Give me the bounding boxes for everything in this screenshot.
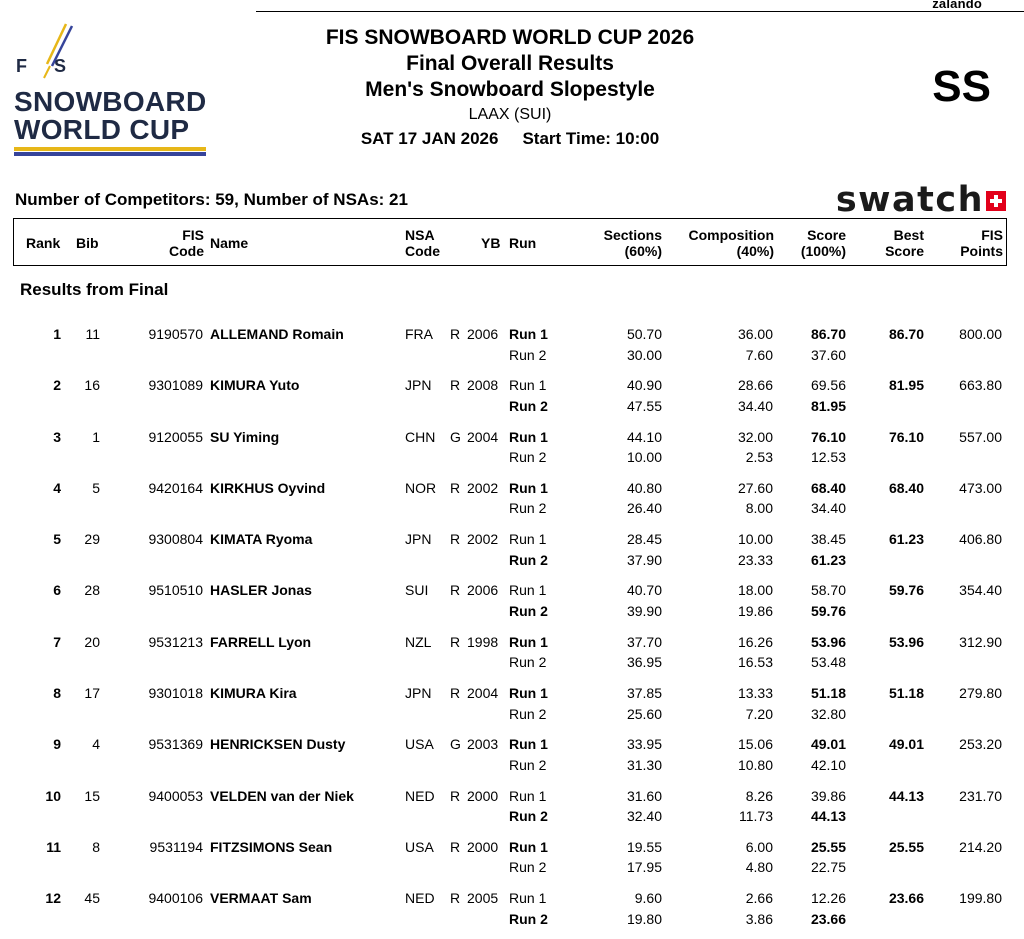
composition-score: 23.33 [737,551,773,568]
fis-points: 312.90 [959,633,1002,650]
stance: R [450,838,461,855]
best-score: 68.40 [888,479,924,496]
athlete-name: KIMATA Ryoma [210,531,313,548]
bib: 29 [84,531,100,548]
date-time-line [260,127,760,151]
athlete-name: VERMAAT Sam [210,890,312,907]
run-label: Run 1 [509,736,548,753]
logo-line-snowboard: SNOWBOARD [14,86,207,117]
sections-score: 32.40 [626,808,662,825]
fis-points: 354.40 [959,582,1002,599]
run-label: Run 2 [509,756,547,773]
athlete-name: HASLER Jonas [210,582,312,599]
stance: R [450,890,461,907]
fis-code: 9400106 [148,890,203,907]
sections-score: 28.45 [626,531,662,548]
year-of-birth: 2002 [467,531,499,548]
sections-score: 50.70 [626,326,662,342]
fis-code: 9120055 [148,428,203,445]
run-score: 53.96 [810,633,846,650]
table-row [0,887,1024,938]
sections-score: 17.95 [626,859,662,876]
logo-line-world-cup: WORLD CUP [14,114,190,145]
composition-score: 8.00 [745,500,773,517]
stance: R [450,787,461,804]
table-row [0,426,1024,477]
header-titles [260,25,760,151]
composition-score: 4.80 [745,859,773,876]
fis-points: 663.80 [959,377,1002,394]
run-score: 12.53 [810,449,846,466]
col-score-line1: Score [807,227,846,243]
best-score: 86.70 [888,326,924,342]
logo-bar-blue [14,152,206,156]
run-score: 25.55 [810,838,846,855]
composition-score: 7.60 [745,346,773,363]
logo-bar-yellow [14,147,206,151]
sections-score: 9.60 [634,890,662,907]
rank: 11 [46,838,61,855]
run-score: 39.86 [810,787,846,804]
rank: 6 [53,582,61,599]
nsa-code: JPN [405,377,432,394]
athlete-name: ALLEMAND Romain [210,326,344,342]
table-row [0,836,1024,887]
athlete-name: FARRELL Lyon [210,633,312,650]
fis-code: 9301018 [148,685,203,702]
fis-points: 800.00 [959,326,1002,342]
svg-text:F: F [16,56,27,76]
run-label: Run 2 [509,808,548,825]
sections-score: 36.95 [626,654,662,671]
composition-score: 36.00 [737,326,773,342]
composition-score: 18.00 [737,582,773,599]
col-nsa-code [405,227,440,259]
run-label: Run 2 [509,551,548,568]
composition-score: 7.20 [745,705,773,722]
run-score: 51.18 [810,685,846,702]
run-score: 23.66 [810,910,846,927]
best-score: 51.18 [888,685,924,702]
sections-score: 25.60 [626,705,662,722]
best-score: 61.23 [888,531,924,548]
composition-score: 19.86 [737,602,773,619]
table-row [0,785,1024,836]
year-of-birth: 2006 [467,582,499,599]
table-row [0,682,1024,733]
run-score: 69.56 [810,377,846,394]
sections-score: 44.10 [626,428,662,445]
athlete-name: FITZSIMONS Sean [210,838,333,855]
stance: R [450,531,461,548]
table-row [0,579,1024,630]
rank: 5 [53,531,61,548]
sections-score: 19.80 [626,910,662,927]
col-run: Run [509,235,537,251]
rank: 12 [45,890,61,907]
stance: G [450,428,461,445]
rank: 2 [53,377,61,394]
run-score: 58.70 [810,582,846,599]
best-score: 25.55 [888,838,924,855]
composition-score: 10.80 [737,756,773,773]
run-score: 37.60 [810,346,846,363]
bib: 20 [84,633,100,650]
start-time: Start Time: 10:00 [522,129,660,148]
sections-score: 31.60 [626,787,662,804]
fis-code: 9300804 [148,531,203,548]
athlete-name: HENRICKSEN Dusty [210,736,346,753]
composition-score: 2.66 [745,890,773,907]
athlete-name: KIMURA Yuto [210,377,300,394]
results-table [0,323,1024,939]
run-label: Run 2 [509,859,547,876]
best-score: 49.01 [888,736,924,753]
year-of-birth: 2008 [467,377,499,394]
composition-score: 2.53 [745,449,773,466]
sections-score: 37.70 [626,633,662,650]
nsa-code: SUI [405,582,429,599]
run-score: 42.10 [810,756,846,773]
run-score: 49.01 [810,736,846,753]
composition-score: 15.06 [737,736,773,753]
rank: 1 [53,326,61,342]
sections-score: 47.55 [626,397,662,414]
table-row [0,528,1024,579]
run-label: Run 2 [509,602,548,619]
nsa-code: USA [405,736,434,753]
swatch-logo [836,180,1006,220]
sections-score: 26.40 [626,500,662,517]
swiss-flag-icon [986,191,1006,211]
composition-score: 16.26 [737,633,773,650]
run-label: Run 1 [509,633,548,650]
athlete-name: KIMURA Kira [210,685,297,702]
composition-score: 34.40 [737,397,773,414]
sections-score: 40.80 [626,479,662,496]
sections-score: 31.30 [626,756,662,773]
fis-points: 231.70 [959,787,1002,804]
fis-code: 9301089 [148,377,203,394]
col-name: Name [210,235,249,251]
nsa-code: NED [405,787,435,804]
sections-score: 19.55 [626,838,662,855]
run-score: 44.13 [810,808,846,825]
composition-score: 32.00 [737,428,773,445]
stance: R [450,326,461,342]
col-score-line2: (100%) [800,243,846,259]
bib: 45 [84,890,100,907]
fis-code: 9420164 [148,479,203,496]
stance: G [450,736,461,753]
fis-points: 199.80 [959,890,1002,907]
year-of-birth: 2003 [467,736,499,753]
year-of-birth: 2006 [467,326,499,342]
rank: 10 [45,787,61,804]
run-score: 34.40 [810,500,846,517]
run-score: 59.76 [810,602,846,619]
sections-score: 33.95 [626,736,662,753]
run-score: 32.80 [810,705,846,722]
run-score: 61.23 [810,551,846,568]
col-sections-line1: Sections [603,227,662,243]
fis-code: 9531369 [148,736,203,753]
fis-points: 253.20 [959,736,1002,753]
composition-score: 16.53 [737,654,773,671]
run-label: Run 1 [509,326,548,342]
best-score: 23.66 [888,890,924,907]
col-points-line1: FIS [981,227,1003,243]
col-nsa-line1: NSA [405,227,435,243]
col-fis-code-line1: FIS [182,227,204,243]
sections-score: 40.90 [626,377,662,394]
athlete-name: SU Yiming [210,428,280,445]
col-nsa-line2: Code [405,243,440,259]
run-label: Run 2 [509,654,547,671]
fis-code: 9400053 [148,787,203,804]
year-of-birth: 2000 [467,787,499,804]
col-best-line1: Best [893,227,924,243]
col-fis-code-line2: Code [169,243,204,259]
bib: 4 [92,736,100,753]
col-fis-points [944,227,1003,259]
fis-points: 214.20 [959,838,1002,855]
column-header [13,218,1007,266]
fis-points: 557.00 [959,428,1002,445]
run-label: Run 2 [509,397,548,414]
page-title: FIS SNOWBOARD WORLD CUP 2026 [325,26,695,49]
nsa-code: JPN [405,531,432,548]
top-rule [256,11,1024,12]
best-score: 81.95 [888,377,924,394]
composition-score: 28.66 [737,377,773,394]
composition-score: 8.26 [745,787,773,804]
bib: 16 [84,377,100,394]
fis-code: 9531194 [149,838,203,855]
sections-score: 39.90 [626,602,662,619]
sections-score: 37.90 [626,551,662,568]
athlete-name: KIRKHUS Oyvind [210,479,326,496]
table-row [0,477,1024,528]
sections-score: 37.85 [626,685,662,702]
run-label: Run 1 [509,787,547,804]
year-of-birth: 2004 [467,428,499,445]
year-of-birth: 1998 [467,633,499,650]
run-score: 22.75 [810,859,846,876]
sections-score: 40.70 [626,582,662,599]
col-fis-code [164,227,204,259]
run-label: Run 1 [509,685,548,702]
col-composition-line2: (40%) [736,243,774,259]
composition-score: 27.60 [737,479,773,496]
run-score: 86.70 [810,326,846,342]
composition-score: 6.00 [745,838,773,855]
fis-snowboard-world-cup-logo [14,20,214,160]
venue: LAAX (SUI) [468,106,552,123]
year-of-birth: 2004 [467,685,499,702]
run-label: Run 1 [509,582,547,599]
nsa-code: NZL [405,633,432,650]
run-label: Run 2 [509,705,547,722]
rank: 4 [53,479,61,496]
nsa-code: FRA [405,326,433,342]
athlete-name: VELDEN van der Niek [210,787,354,804]
rank: 3 [53,428,61,445]
sections-score: 30.00 [626,346,662,363]
year-of-birth: 2002 [467,479,499,496]
nsa-code: CHN [405,428,436,445]
run-score: 53.48 [810,654,846,671]
table-row [0,374,1024,425]
nsa-code: NOR [405,479,437,496]
stance: R [450,582,461,599]
run-label: Run 2 [509,346,547,363]
run-score: 12.26 [810,890,846,907]
fis-code: 9190570 [148,326,203,342]
run-label: Run 1 [509,890,547,907]
sponsor-zalando: zalando [932,0,982,11]
bib: 15 [84,787,100,804]
composition-score: 13.33 [737,685,773,702]
bib: 11 [85,326,100,342]
table-row [0,631,1024,682]
svg-text:S: S [54,56,67,76]
rank: 8 [53,685,61,702]
col-bib: Bib [76,235,99,251]
swatch-wordmark: swatch [835,180,984,220]
table-row [0,323,1024,374]
col-yb: YB [481,235,501,251]
run-score: 81.95 [810,397,846,414]
fis-points: 406.80 [959,531,1002,548]
run-label: Run 1 [509,838,548,855]
event-name: Men's Snowboard Slopestyle [365,78,655,101]
col-composition-line1: Composition [688,227,774,243]
run-score: 76.10 [810,428,846,445]
best-score: 76.10 [888,428,924,445]
event-date: SAT 17 JAN 2026 [360,129,499,148]
competitor-summary: Number of Competitors: 59, Number of NSAs: 21 [15,190,408,209]
nsa-code: JPN [405,685,432,702]
stance: R [450,685,461,702]
nsa-code: USA [405,838,434,855]
section-title: Results from Final [20,280,169,299]
col-best-line2: Score [885,243,924,259]
run-label: Run 2 [509,910,548,927]
page-subtitle: Final Overall Results [406,52,614,75]
run-score: 68.40 [810,479,846,496]
best-score: 59.76 [888,582,924,599]
composition-score: 10.00 [737,531,773,548]
composition-score: 3.86 [745,910,773,927]
composition-score: 11.73 [739,808,773,825]
fis-logo-icon [14,20,84,82]
run-label: Run 1 [509,479,548,496]
bib: 17 [84,685,100,702]
bib: 5 [92,479,100,496]
year-of-birth: 2000 [467,838,499,855]
run-score: 38.45 [810,531,846,548]
run-label: Run 1 [509,377,547,394]
best-score: 44.13 [888,787,924,804]
nsa-code: NED [405,890,435,907]
run-label: Run 1 [509,428,548,445]
discipline-code: SS [932,62,991,111]
best-score: 53.96 [888,633,924,650]
col-points-line2: Points [960,243,1003,259]
bib: 28 [84,582,100,599]
table-row [0,733,1024,784]
bib: 1 [92,428,100,445]
stance: R [450,377,461,394]
bib: 8 [92,838,100,855]
col-score [786,227,846,259]
run-label: Run 2 [509,500,547,517]
rank: 7 [53,633,61,650]
col-best-score [864,227,924,259]
fis-points: 279.80 [959,685,1002,702]
stance: R [450,633,461,650]
sections-score: 10.00 [626,449,662,466]
fis-points: 473.00 [959,479,1002,496]
col-sections-line2: (60%) [624,243,662,259]
run-label: Run 2 [509,449,547,466]
col-sections [574,227,662,259]
year-of-birth: 2005 [467,890,499,907]
fis-code: 9510510 [148,582,203,599]
stance: R [450,479,461,496]
col-rank: Rank [26,235,61,251]
col-composition [674,227,774,259]
fis-code: 9531213 [148,633,203,650]
run-label: Run 1 [509,531,547,548]
rank: 9 [53,736,61,753]
